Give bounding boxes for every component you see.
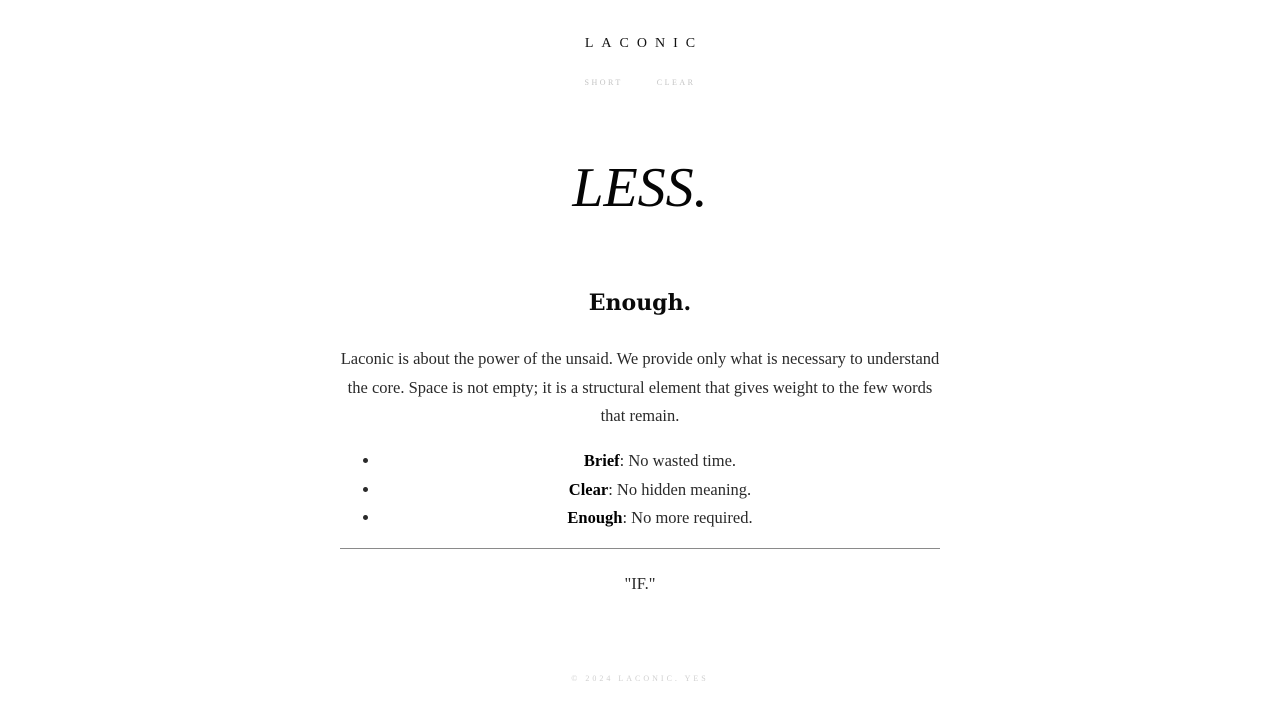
section-heading: Enough. — [588, 290, 692, 316]
divider — [340, 548, 940, 549]
list-item-enough — [380, 504, 940, 533]
feature-term: Enough — [567, 508, 623, 527]
feature-term: Brief — [583, 451, 620, 470]
brand-logo[interactable]: LACONIC — [584, 36, 704, 51]
quote: "IF." — [624, 574, 656, 593]
top-nav — [0, 78, 1280, 87]
intro-paragraph: Laconic is about the power of the unsaid. We provide only what is necessary to understand the core. Space is not empty; it is a structural element that gives weight to the few words that remain. — [340, 349, 940, 425]
feature-text: : No wasted time. — [619, 451, 737, 470]
footer-copyright: © 2024 LACONIC. YES — [571, 674, 709, 683]
nav-link-short[interactable]: SHORT — [584, 78, 623, 87]
list-item-clear — [380, 476, 940, 505]
nav-link-clear[interactable]: CLEAR — [656, 78, 696, 87]
feature-list — [340, 447, 940, 533]
feature-term: Clear — [568, 479, 609, 499]
feature-text: : No hidden meaning. — [608, 479, 752, 499]
hero-title: LESS. — [572, 157, 708, 219]
feature-text: : No more required. — [622, 508, 753, 527]
list-item-brief — [380, 447, 940, 476]
